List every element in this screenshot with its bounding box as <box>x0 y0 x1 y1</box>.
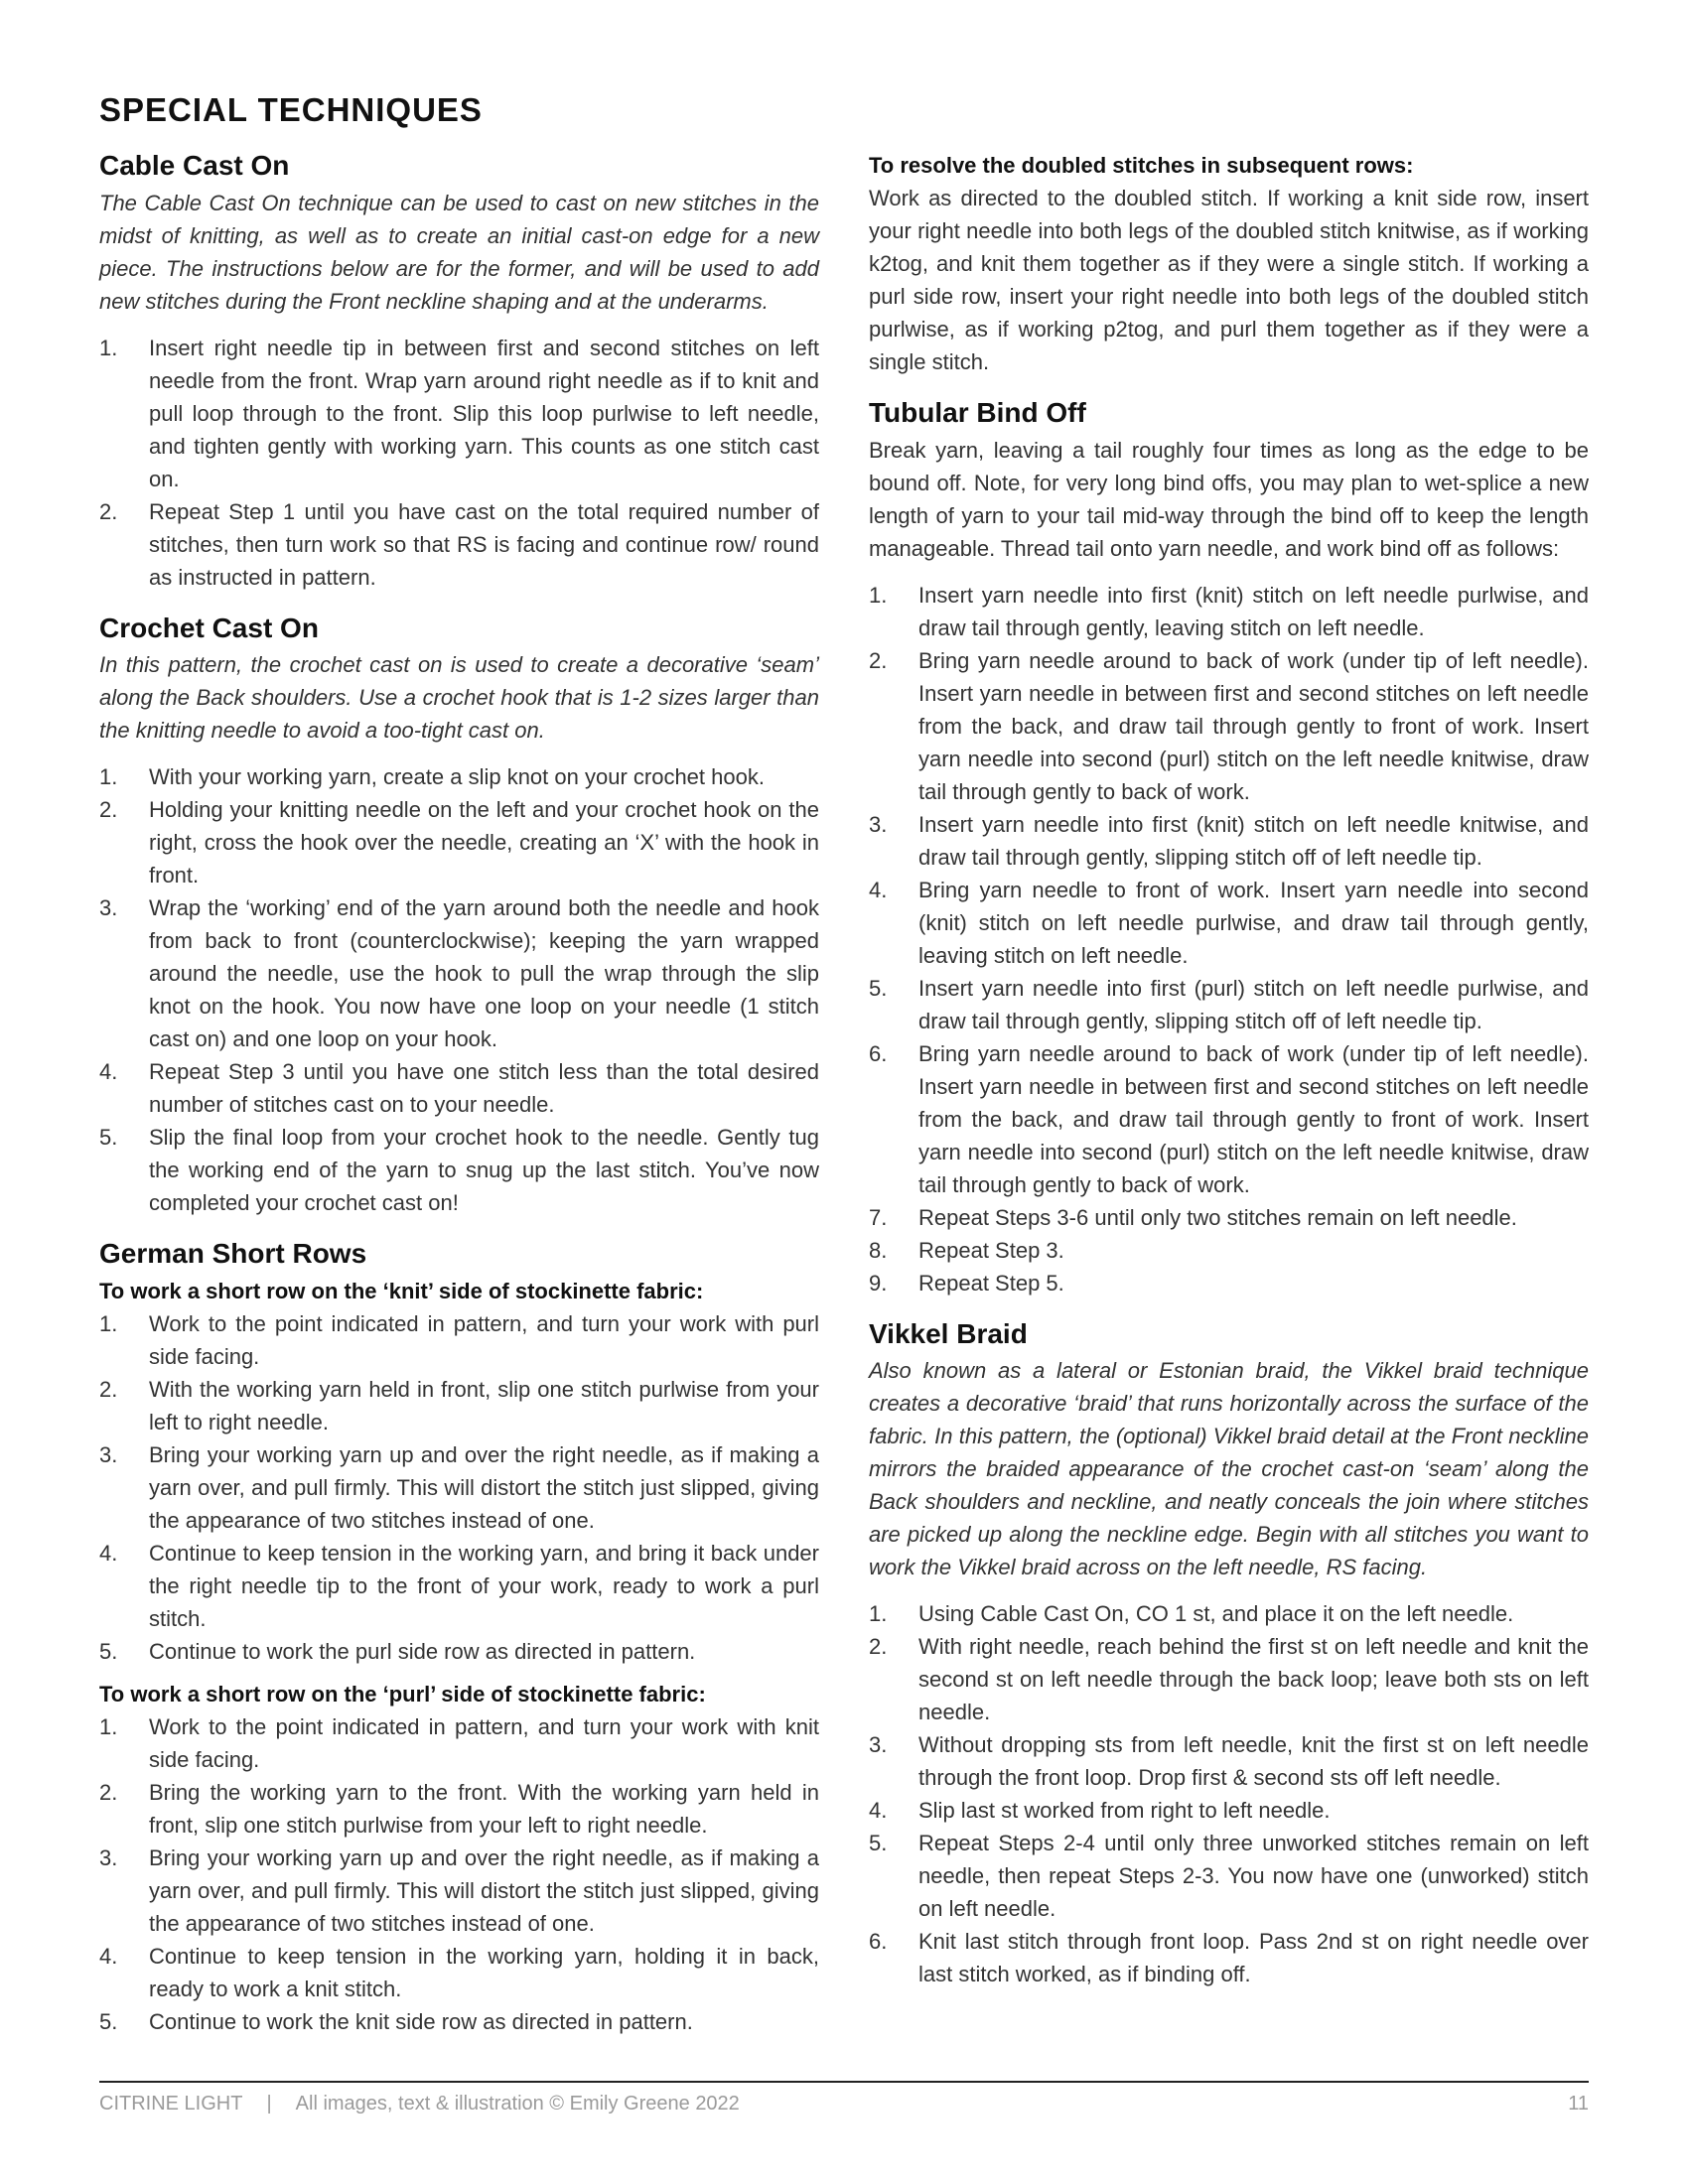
list-item <box>869 808 1589 874</box>
section-title: Crochet Cast On <box>99 612 319 643</box>
step-number: 2. <box>869 647 888 673</box>
step-number: 5. <box>869 975 888 1001</box>
step-number: 2. <box>869 1634 888 1660</box>
left-column <box>99 149 819 2056</box>
page-title: SPECIAL TECHNIQUES <box>99 91 483 128</box>
step-text: Repeat Steps 3-6 until only two stitches remain on left needle. <box>918 1204 1517 1230</box>
list-item <box>99 793 819 891</box>
list-item <box>99 495 819 594</box>
section-intro: In this pattern, the crochet cast on is used to create a decorative ‘seam’ along the Back shoulders. Use a crochet hook that is 1-2 sizes larger than the knitting needle to avoid a too-tight cast on. <box>99 652 819 744</box>
list-item <box>99 1307 819 1373</box>
section-body: Break yarn, leaving a tail roughly four times as long as the edge to be bound off. Note, for very long bind offs, you may plan to wet-splice a new length of yarn to your tail mid-way through the bind off to keep the length manageable. Thread tail onto yarn needle, and work bind off as follows: <box>869 437 1589 561</box>
steps-list <box>99 332 819 594</box>
section-title: Cable Cast On <box>99 150 290 181</box>
section-doubled-stitches <box>869 149 1589 378</box>
steps-list <box>99 1710 819 2038</box>
step-text: Continue to keep tension in the working yarn, and bring it back under the right needle tip to the front of your work, ready to work a purl stitch. <box>149 1540 819 1631</box>
subheading-purl-side: To work a short row on the ‘purl’ side of stockinette fabric: <box>99 1681 706 1706</box>
step-text: Without dropping sts from left needle, knit the first st on left needle through the front loop. Drop first & second sts off left needle. <box>918 1732 1589 1791</box>
section-german-short-rows <box>99 1237 819 2038</box>
list-item <box>99 1710 819 1776</box>
subheading-knit-side: To work a short row on the ‘knit’ side of stockinette fabric: <box>99 1278 704 1303</box>
list-item <box>869 1630 1589 1728</box>
section-tubular-bind-off <box>869 396 1589 1299</box>
step-number: 2. <box>99 1376 118 1402</box>
step-text: Continue to work the knit side row as directed in pattern. <box>149 2008 693 2034</box>
step-number: 4. <box>99 1059 118 1085</box>
list-item <box>869 1597 1589 1630</box>
step-number: 4. <box>99 1943 118 1969</box>
step-number: 5. <box>99 1125 118 1151</box>
step-text: With the working yarn held in front, slip one stitch purlwise from your left to right needle. <box>149 1376 819 1434</box>
section-title: Vikkel Braid <box>869 1317 1028 1349</box>
list-item <box>99 1055 819 1121</box>
step-text: Insert yarn needle into first (knit) stitch on left needle knitwise, and draw tail through gently, slipping stitch off of left needle tip. <box>918 811 1589 870</box>
list-item <box>99 1373 819 1438</box>
list-item <box>869 644 1589 808</box>
step-text: Slip last st worked from right to left needle. <box>918 1798 1331 1824</box>
step-text: Bring your working yarn up and over the right needle, as if making a yarn over, and pull firmly. This will distort the stitch just slipped, giving the appearance of two stitches instead of one. <box>149 1844 819 1936</box>
step-number: 1. <box>99 1310 118 1336</box>
page-footer <box>99 2093 1589 2116</box>
footer-separator: | <box>266 2093 272 2115</box>
list-item <box>99 1121 819 1219</box>
step-number: 9. <box>869 1270 888 1296</box>
steps-list <box>869 579 1589 1299</box>
list-item <box>869 1037 1589 1201</box>
step-text: Insert right needle tip in between first and second stitches on left needle from the front. Wrap yarn around right needle as if to knit and pull loop through to the front. Slip this loop purlwise to left needle, and tighten gently with working yarn. This counts as one stitch cast on. <box>149 335 819 491</box>
step-number: 6. <box>869 1929 888 1955</box>
list-item <box>869 1728 1589 1794</box>
step-text: Bring yarn needle around to back of work (under tip of left needle). Insert yarn needle in between first and second stitches on left needle from the back, and draw tail through gently to front of work. Insert yarn needle into second (purl) stitch on the left needle knitwise, draw tail through gently to back of work. <box>918 1040 1589 1197</box>
list-item <box>99 1537 819 1635</box>
section-intro: Also known as a lateral or Estonian braid, the Vikkel braid technique creates a decorative ‘braid’ that runs horizontally across the surface of the fabric. In this pattern, the (optional) Vikkel braid detail at the Front neckline mirrors the braided appearance of the crochet cast-on ‘seam’ along the Back shoulders and neckline, and neatly conceals the join where stitches are picked up along the neckline edge. Begin with all stitches you want to work the Vikkel braid across on the left needle, RS facing. <box>869 1358 1589 1580</box>
step-text: Bring yarn needle to front of work. Insert yarn needle into second (knit) stitch on left needle purlwise, and draw tail through gently, leaving stitch on left needle. <box>918 877 1589 968</box>
step-number: 1. <box>99 335 118 360</box>
step-number: 3. <box>99 895 118 921</box>
right-column <box>869 149 1589 2008</box>
step-text: Insert yarn needle into first (knit) stitch on left needle purlwise, and draw tail through gently, leaving stitch on left needle. <box>918 582 1589 640</box>
list-item <box>869 1925 1589 1990</box>
step-number: 3. <box>869 811 888 837</box>
list-item <box>99 332 819 495</box>
list-item <box>869 579 1589 644</box>
list-item <box>869 972 1589 1037</box>
footer-pattern-name: CITRINE LIGHT <box>99 2093 243 2115</box>
step-text: Work to the point indicated in pattern, and turn your work with knit side facing. <box>149 1713 819 1772</box>
section-title: German Short Rows <box>99 1238 367 1270</box>
list-item <box>99 1940 819 2005</box>
step-number: 4. <box>99 1540 118 1566</box>
step-text: Using Cable Cast On, CO 1 st, and place it on the left needle. <box>918 1601 1514 1627</box>
step-number: 1. <box>99 1713 118 1739</box>
step-text: With right needle, reach behind the first st on left needle and knit the second st on left needle through the back loop; leave both sts on left needle. <box>918 1634 1589 1725</box>
list-item <box>99 2005 819 2038</box>
footer-divider <box>99 2081 1589 2083</box>
list-item <box>869 874 1589 972</box>
step-number: 1. <box>99 764 118 790</box>
step-text: Continue to work the purl side row as directed in pattern. <box>149 1638 696 1664</box>
step-text: Repeat Step 3 until you have one stitch less than the total desired number of stitches cast on to your needle. <box>149 1059 819 1118</box>
section-intro: The Cable Cast On technique can be used to cast on new stitches in the midst of knitting, as well as to create an initial cast-on edge for a new piece. The instructions below are for the former, and will be used to add new stitches during the Front neckline shaping and at the underarms. <box>99 190 819 314</box>
step-text: Wrap the ‘working’ end of the yarn around both the needle and hook from back to front (counterclockwise); keeping the yarn wrapped around the needle, use the hook to pull the wrap through the slip knot on the hook. You now have one loop on your needle (1 stitch cast on) and one loop on your hook. <box>149 895 819 1052</box>
step-number: 3. <box>869 1732 888 1758</box>
step-text: Repeat Step 1 until you have cast on the total required number of stitches, then turn work so that RS is facing and continue row/ round as instructed in pattern. <box>149 498 819 590</box>
step-text: Bring the working yarn to the front. With the working yarn held in front, slip one stitch purlwise from your left to right needle. <box>149 1779 819 1838</box>
list-item <box>869 1794 1589 1827</box>
steps-list <box>99 1307 819 1668</box>
step-number: 3. <box>99 1844 118 1870</box>
step-text: Bring yarn needle around to back of work (under tip of left needle). Insert yarn needle in between first and second stitches on left needle from the back, and draw tail through gently to front of work. Insert yarn needle into second (purl) stitch on the left needle knitwise, draw tail through gently to back of work. <box>918 647 1589 804</box>
step-number: 7. <box>869 1204 888 1230</box>
step-number: 3. <box>99 1441 118 1467</box>
page-number: 11 <box>1568 2093 1589 2115</box>
list-item <box>869 1267 1589 1299</box>
step-text: Repeat Steps 2-4 until only three unworked stitches remain on left needle, then repeat Steps 2-3. You now have one (unworked) stitch on left needle. <box>918 1831 1589 1922</box>
step-number: 5. <box>99 1638 118 1664</box>
step-number: 1. <box>869 582 888 608</box>
list-item <box>869 1201 1589 1234</box>
list-item <box>99 1635 819 1668</box>
step-text: Knit last stitch through front loop. Pass 2nd st on right needle over last stitch worked, as if binding off. <box>918 1929 1589 1987</box>
section-crochet-cast-on <box>99 612 819 1220</box>
step-text: Work to the point indicated in pattern, and turn your work with purl side facing. <box>149 1310 819 1369</box>
list-item <box>99 891 819 1055</box>
list-item <box>869 1827 1589 1925</box>
list-item <box>99 1842 819 1940</box>
list-item <box>869 1234 1589 1267</box>
step-text: With your working yarn, create a slip knot on your crochet hook. <box>149 764 765 790</box>
step-number: 6. <box>869 1040 888 1066</box>
subheading-doubled: To resolve the doubled stitches in subsequent rows: <box>869 153 1414 178</box>
list-item <box>99 1776 819 1842</box>
section-vikkel-braid <box>869 1317 1589 1991</box>
step-number: 2. <box>99 498 118 524</box>
step-number: 4. <box>869 877 888 902</box>
footer-copyright: All images, text & illustration © Emily Greene 2022 <box>295 2093 740 2115</box>
steps-list <box>99 760 819 1219</box>
step-number: 5. <box>99 2008 118 2034</box>
step-number: 1. <box>869 1601 888 1627</box>
section-title: Tubular Bind Off <box>869 397 1086 428</box>
step-text: Repeat Step 3. <box>918 1237 1064 1263</box>
steps-list <box>869 1597 1589 1990</box>
section-body: Work as directed to the doubled stitch. If working a knit side row, insert your right needle into both legs of the doubled stitch knitwise, as if working k2tog, and knit them together as if they were a single stitch. If working a purl side row, insert your right needle into both legs of the doubled stitch purlwise, as if working p2tog, and purl them together as if they were a single stitch. <box>869 186 1589 374</box>
footer-credit <box>99 2093 740 2116</box>
step-text: Holding your knitting needle on the left and your crochet hook on the right, cross the hook over the needle, creating an ‘X’ with the hook in front. <box>149 797 819 888</box>
step-number: 4. <box>869 1798 888 1824</box>
step-number: 2. <box>99 797 118 823</box>
step-number: 8. <box>869 1237 888 1263</box>
step-text: Insert yarn needle into first (purl) stitch on left needle purlwise, and draw tail through gently, slipping stitch off of left needle tip. <box>918 975 1589 1033</box>
step-number: 2. <box>99 1779 118 1805</box>
list-item <box>99 760 819 793</box>
list-item <box>99 1438 819 1537</box>
step-text: Bring your working yarn up and over the right needle, as if making a yarn over, and pull firmly. This will distort the stitch just slipped, giving the appearance of two stitches instead of one. <box>149 1441 819 1533</box>
step-text: Slip the final loop from your crochet hook to the needle. Gently tug the working end of the yarn to snug up the last stitch. You’ve now completed your crochet cast on! <box>149 1125 819 1216</box>
step-text: Repeat Step 5. <box>918 1270 1064 1296</box>
section-cable-cast-on <box>99 149 819 594</box>
step-text: Continue to keep tension in the working yarn, holding it in back, ready to work a knit stitch. <box>149 1943 819 2001</box>
step-number: 5. <box>869 1831 888 1856</box>
